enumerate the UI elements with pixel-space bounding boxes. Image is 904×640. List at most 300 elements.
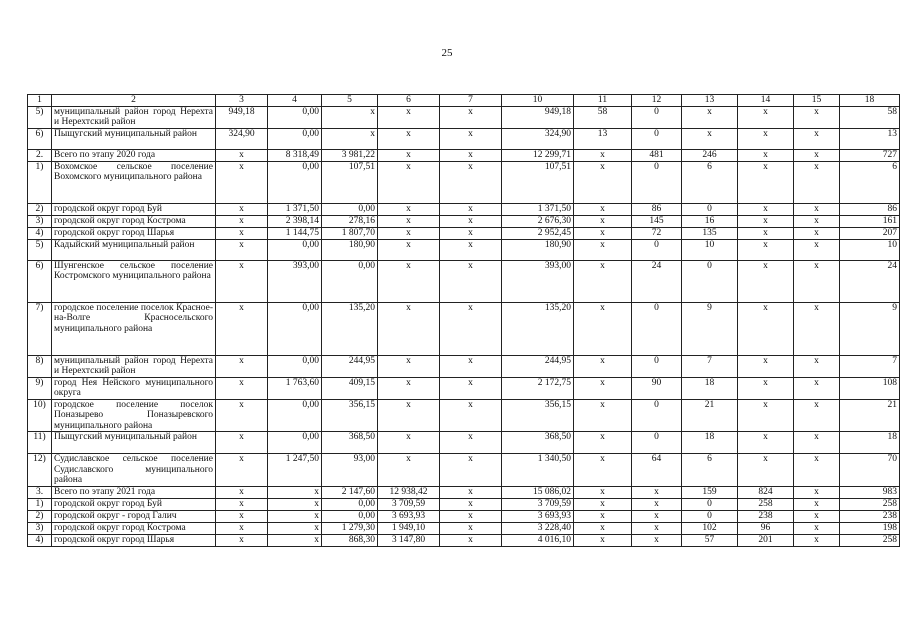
table-cell: x xyxy=(574,302,632,355)
row-number-cell: 3. xyxy=(28,486,52,498)
table-cell: x xyxy=(738,227,794,239)
table-cell: 0 xyxy=(632,302,682,355)
row-name-cell: Судиславское сельское поселение Судиславского муниципального района xyxy=(52,454,216,487)
table-cell: x xyxy=(216,534,268,546)
table-cell: 21 xyxy=(682,399,738,432)
table-cell: x xyxy=(794,377,840,399)
table-cell: 0 xyxy=(632,161,682,203)
row-number-cell: 6) xyxy=(28,128,52,149)
table-cell: 159 xyxy=(682,486,738,498)
table-cell: x xyxy=(574,239,632,260)
table-cell: x xyxy=(574,510,632,522)
table-cell: 1 371,50 xyxy=(268,203,322,215)
table-cell: 6 xyxy=(682,161,738,203)
row-number-cell: 6) xyxy=(28,260,52,302)
table-cell: x xyxy=(794,128,840,149)
table-cell: x xyxy=(574,486,632,498)
table-cell: x xyxy=(574,522,632,534)
table-cell: 198 xyxy=(840,522,900,534)
table-cell: 0,00 xyxy=(268,355,322,377)
row-number-cell: 3) xyxy=(28,522,52,534)
table-cell: x xyxy=(738,239,794,260)
table-cell: x xyxy=(738,215,794,227)
row-number-cell: 1) xyxy=(28,161,52,203)
table-cell: x xyxy=(632,498,682,510)
column-header: 12 xyxy=(632,95,682,107)
table-cell: 72 xyxy=(632,227,682,239)
table-cell: 0 xyxy=(632,399,682,432)
table-cell: x xyxy=(378,239,440,260)
table-cell: x xyxy=(378,454,440,487)
table-cell: x xyxy=(794,522,840,534)
table-cell: 0,00 xyxy=(322,498,378,510)
table-cell: x xyxy=(738,454,794,487)
table-cell: x xyxy=(574,149,632,161)
table-row xyxy=(28,355,900,377)
table-cell: x xyxy=(632,522,682,534)
table-cell: x xyxy=(216,399,268,432)
table-cell: x xyxy=(378,377,440,399)
table-cell: x xyxy=(574,215,632,227)
table-cell: x xyxy=(440,149,502,161)
table-cell: 0 xyxy=(632,239,682,260)
table-cell: x xyxy=(738,161,794,203)
table-cell: x xyxy=(440,486,502,498)
table-cell: x xyxy=(378,227,440,239)
table-cell: 6 xyxy=(840,161,900,203)
table-cell: 108 xyxy=(840,377,900,399)
table-cell: 0 xyxy=(632,128,682,149)
table-cell: x xyxy=(378,203,440,215)
table-row xyxy=(28,149,900,161)
table-cell: 0 xyxy=(682,498,738,510)
table-cell: 824 xyxy=(738,486,794,498)
table-cell: 107,51 xyxy=(322,161,378,203)
table-cell: x xyxy=(378,149,440,161)
row-name-cell: город Нея Нейского муниципального округа xyxy=(52,377,216,399)
table-cell: 727 xyxy=(840,149,900,161)
table-cell: 238 xyxy=(840,510,900,522)
table-row xyxy=(28,106,900,128)
row-number-cell: 11) xyxy=(28,432,52,454)
table-cell: x xyxy=(574,260,632,302)
table-cell: x xyxy=(794,149,840,161)
table-cell: x xyxy=(574,227,632,239)
table-row xyxy=(28,432,900,454)
table-cell: 8 318,49 xyxy=(268,149,322,161)
table-cell: 3 693,93 xyxy=(378,510,440,522)
table-cell: 6 xyxy=(682,454,738,487)
table-row xyxy=(28,498,900,510)
table-cell: x xyxy=(216,522,268,534)
table-cell: x xyxy=(216,432,268,454)
column-header: 14 xyxy=(738,95,794,107)
table-cell: x xyxy=(794,227,840,239)
table-cell: x xyxy=(440,203,502,215)
table-cell: 15 086,02 xyxy=(502,486,574,498)
table-cell: 0,00 xyxy=(268,106,322,128)
row-name-cell: Всего по этапу 2021 года xyxy=(52,486,216,498)
row-number-cell: 5) xyxy=(28,106,52,128)
table-cell: 0,00 xyxy=(322,510,378,522)
table-cell: x xyxy=(440,432,502,454)
table-cell: 3 981,22 xyxy=(322,149,378,161)
table-cell: 0 xyxy=(632,432,682,454)
table-cell: x xyxy=(216,161,268,203)
table-cell: x xyxy=(574,377,632,399)
table-cell: x xyxy=(216,355,268,377)
table-cell: 324,90 xyxy=(216,128,268,149)
table-cell: 1 763,60 xyxy=(268,377,322,399)
table-cell: x xyxy=(440,377,502,399)
table-cell: x xyxy=(216,215,268,227)
table-cell: 1 949,10 xyxy=(378,522,440,534)
table-cell: x xyxy=(794,399,840,432)
table-cell: x xyxy=(574,399,632,432)
table-cell: 393,00 xyxy=(502,260,574,302)
table-cell: 58 xyxy=(840,106,900,128)
column-header: 2 xyxy=(52,95,216,107)
table-cell: 107,51 xyxy=(502,161,574,203)
table-cell: x xyxy=(378,355,440,377)
row-number-cell: 7) xyxy=(28,302,52,355)
table-cell: x xyxy=(268,498,322,510)
row-name-cell: городской округ город Буй xyxy=(52,498,216,510)
page-number: 25 xyxy=(441,47,453,59)
column-header: 18 xyxy=(840,95,900,107)
table-cell: 2 398,14 xyxy=(268,215,322,227)
table-cell: 86 xyxy=(840,203,900,215)
table-cell: 983 xyxy=(840,486,900,498)
table-row xyxy=(28,534,900,546)
row-name-cell: Всего по этапу 2020 года xyxy=(52,149,216,161)
table-cell: 1 279,30 xyxy=(322,522,378,534)
table-row xyxy=(28,454,900,487)
row-name-cell: городское поселение поселок Красное-на-Волге Красносельского муниципального района xyxy=(52,302,216,355)
table-cell: x xyxy=(216,510,268,522)
row-name-cell: Пыщугский муниципальный район xyxy=(52,128,216,149)
table-cell: 13 xyxy=(574,128,632,149)
table-cell: 868,30 xyxy=(322,534,378,546)
row-number-cell: 2. xyxy=(28,149,52,161)
table-cell: 135 xyxy=(682,227,738,239)
row-name-cell: городской округ город Шарья xyxy=(52,227,216,239)
row-name-cell: городской округ - город Галич xyxy=(52,510,216,522)
table-row xyxy=(28,239,900,260)
table-cell: x xyxy=(440,302,502,355)
table-cell: x xyxy=(440,239,502,260)
table-cell: 949,18 xyxy=(216,106,268,128)
table-cell: 70 xyxy=(840,454,900,487)
table-cell: 356,15 xyxy=(322,399,378,432)
table-cell: x xyxy=(738,106,794,128)
row-name-cell: городской округ город Кострома xyxy=(52,215,216,227)
table-cell: x xyxy=(268,522,322,534)
table-cell: 7 xyxy=(682,355,738,377)
table-cell: x xyxy=(682,106,738,128)
table-cell: x xyxy=(574,454,632,487)
table-cell: 949,18 xyxy=(502,106,574,128)
row-number-cell: 4) xyxy=(28,227,52,239)
table-cell: 64 xyxy=(632,454,682,487)
row-name-cell: городской округ город Кострома xyxy=(52,522,216,534)
table-cell: x xyxy=(794,302,840,355)
table-cell: 278,16 xyxy=(322,215,378,227)
table-cell: 58 xyxy=(574,106,632,128)
table-cell: 3 147,80 xyxy=(378,534,440,546)
table-cell: x xyxy=(440,399,502,432)
table-cell: 3 228,40 xyxy=(502,522,574,534)
table-cell: x xyxy=(794,454,840,487)
table-cell: 10 xyxy=(682,239,738,260)
table-cell: x xyxy=(440,498,502,510)
table-cell: x xyxy=(632,534,682,546)
table-cell: x xyxy=(794,161,840,203)
table-cell: 207 xyxy=(840,227,900,239)
row-name-cell: городское поселение поселок Поназырево Поназыревского муниципального района xyxy=(52,399,216,432)
table-cell: x xyxy=(322,106,378,128)
table-cell: x xyxy=(632,510,682,522)
table-cell: x xyxy=(794,355,840,377)
table-cell: x xyxy=(440,227,502,239)
table-cell: x xyxy=(440,106,502,128)
table-cell: 21 xyxy=(840,399,900,432)
table-cell: x xyxy=(794,432,840,454)
table-cell: x xyxy=(738,128,794,149)
row-number-cell: 4) xyxy=(28,534,52,546)
table-cell: x xyxy=(440,454,502,487)
table-cell: x xyxy=(794,106,840,128)
table-cell: 12 938,42 xyxy=(378,486,440,498)
table-cell: 18 xyxy=(682,377,738,399)
table-cell: 0,00 xyxy=(268,302,322,355)
table-row xyxy=(28,161,900,203)
column-header: 7 xyxy=(440,95,502,107)
table-cell: x xyxy=(794,498,840,510)
table-cell: 10 xyxy=(840,239,900,260)
table-cell: 0,00 xyxy=(268,128,322,149)
table-cell: 244,95 xyxy=(322,355,378,377)
column-header: 11 xyxy=(574,95,632,107)
column-header: 4 xyxy=(268,95,322,107)
table-cell: x xyxy=(322,128,378,149)
table-row xyxy=(28,203,900,215)
column-header: 3 xyxy=(216,95,268,107)
table-cell: x xyxy=(440,215,502,227)
row-number-cell: 2) xyxy=(28,510,52,522)
table-cell: x xyxy=(440,510,502,522)
table-cell: x xyxy=(738,432,794,454)
table-cell: 9 xyxy=(682,302,738,355)
column-header: 1 xyxy=(28,95,52,107)
table-cell: x xyxy=(216,377,268,399)
table-cell: 3 693,93 xyxy=(502,510,574,522)
table-row xyxy=(28,215,900,227)
table-cell: x xyxy=(574,355,632,377)
table-cell: x xyxy=(574,432,632,454)
table-cell: x xyxy=(440,534,502,546)
table-cell: 0 xyxy=(682,510,738,522)
table-cell: x xyxy=(440,161,502,203)
table-cell: 161 xyxy=(840,215,900,227)
table-cell: x xyxy=(682,128,738,149)
table-cell: 24 xyxy=(840,260,900,302)
row-number-cell: 1) xyxy=(28,498,52,510)
table-cell: x xyxy=(794,486,840,498)
table-cell: 3 709,59 xyxy=(378,498,440,510)
table-cell: 12 299,71 xyxy=(502,149,574,161)
table-cell: 1 340,50 xyxy=(502,454,574,487)
table-cell: x xyxy=(216,203,268,215)
table-cell: 246 xyxy=(682,149,738,161)
row-number-cell: 2) xyxy=(28,203,52,215)
table-cell: x xyxy=(440,128,502,149)
table-cell: x xyxy=(574,498,632,510)
table-cell: x xyxy=(738,302,794,355)
table-row xyxy=(28,510,900,522)
table-cell: x xyxy=(794,215,840,227)
table-cell: x xyxy=(216,227,268,239)
table-cell: 18 xyxy=(682,432,738,454)
table-cell: x xyxy=(216,149,268,161)
table-cell: 258 xyxy=(840,534,900,546)
table-cell: x xyxy=(378,302,440,355)
header-row xyxy=(28,95,900,107)
table-cell: x xyxy=(268,486,322,498)
table-cell: x xyxy=(216,498,268,510)
column-header: 10 xyxy=(502,95,574,107)
table-cell: x xyxy=(216,486,268,498)
table-cell: x xyxy=(794,534,840,546)
table-cell: x xyxy=(794,239,840,260)
column-header: 13 xyxy=(682,95,738,107)
table-cell: x xyxy=(378,260,440,302)
column-header: 6 xyxy=(378,95,440,107)
table-body xyxy=(28,95,900,547)
table-cell: 258 xyxy=(738,498,794,510)
table-cell: 145 xyxy=(632,215,682,227)
table-cell: 135,20 xyxy=(502,302,574,355)
table-cell: 0 xyxy=(632,355,682,377)
row-name-cell: муниципальный район город Нерехта и Нерехтский район xyxy=(52,106,216,128)
table-cell: 1 807,70 xyxy=(322,227,378,239)
table-cell: 1 247,50 xyxy=(268,454,322,487)
table-cell: 238 xyxy=(738,510,794,522)
row-name-cell: Пыщугский муниципальный район xyxy=(52,432,216,454)
row-name-cell: Шунгенское сельское поселение Костромского муниципального района xyxy=(52,260,216,302)
table-cell: 2 147,60 xyxy=(322,486,378,498)
table-cell: x xyxy=(738,355,794,377)
table-cell: 409,15 xyxy=(322,377,378,399)
table-cell: x xyxy=(738,377,794,399)
row-number-cell: 10) xyxy=(28,399,52,432)
table-cell: x xyxy=(378,399,440,432)
row-name-cell: муниципальный район город Нерехта и Нерехтский район xyxy=(52,355,216,377)
table-cell: 0 xyxy=(632,106,682,128)
table-cell: 24 xyxy=(632,260,682,302)
row-name-cell: Кадыйский муниципальный район xyxy=(52,239,216,260)
table-cell: x xyxy=(216,454,268,487)
table-cell: 0 xyxy=(682,203,738,215)
table-cell: 368,50 xyxy=(502,432,574,454)
table-row xyxy=(28,486,900,498)
table-cell: 393,00 xyxy=(268,260,322,302)
row-number-cell: 9) xyxy=(28,377,52,399)
column-header: 15 xyxy=(794,95,840,107)
table-cell: x xyxy=(378,128,440,149)
table-cell: 0 xyxy=(682,260,738,302)
table-cell: 18 xyxy=(840,432,900,454)
table-cell: x xyxy=(794,510,840,522)
table-cell: x xyxy=(216,239,268,260)
table-cell: 0,00 xyxy=(268,399,322,432)
table-cell: 3 709,59 xyxy=(502,498,574,510)
table-row xyxy=(28,399,900,432)
table-cell: 96 xyxy=(738,522,794,534)
table-cell: 2 172,75 xyxy=(502,377,574,399)
table-cell: 1 371,50 xyxy=(502,203,574,215)
table-cell: x xyxy=(378,106,440,128)
table-cell: x xyxy=(738,260,794,302)
table-row xyxy=(28,302,900,355)
table-cell: 13 xyxy=(840,128,900,149)
table-cell: 324,90 xyxy=(502,128,574,149)
table-cell: x xyxy=(268,534,322,546)
table-cell: 57 xyxy=(682,534,738,546)
data-table xyxy=(27,94,900,547)
table-cell: x xyxy=(216,260,268,302)
table-cell: x xyxy=(378,215,440,227)
table-cell: x xyxy=(268,510,322,522)
table-cell: x xyxy=(632,486,682,498)
table-cell: 90 xyxy=(632,377,682,399)
table-cell: x xyxy=(738,149,794,161)
column-header: 5 xyxy=(322,95,378,107)
row-name-cell: Вохомское сельское поселение Вохомского муниципального района xyxy=(52,161,216,203)
row-number-cell: 12) xyxy=(28,454,52,487)
table-cell: x xyxy=(574,203,632,215)
table-cell: 2 952,45 xyxy=(502,227,574,239)
table-cell: 1 144,75 xyxy=(268,227,322,239)
table-cell: 0,00 xyxy=(268,161,322,203)
table-cell: x xyxy=(378,432,440,454)
table-cell: 180,90 xyxy=(502,239,574,260)
table-cell: 2 676,30 xyxy=(502,215,574,227)
table-cell: x xyxy=(440,522,502,534)
table-row xyxy=(28,227,900,239)
table-cell: 0,00 xyxy=(268,432,322,454)
table-cell: x xyxy=(574,534,632,546)
table-cell: x xyxy=(440,355,502,377)
row-name-cell: городской округ город Буй xyxy=(52,203,216,215)
table-cell: 102 xyxy=(682,522,738,534)
table-cell: 9 xyxy=(840,302,900,355)
table-cell: 356,15 xyxy=(502,399,574,432)
table-cell: 0,00 xyxy=(322,260,378,302)
row-number-cell: 5) xyxy=(28,239,52,260)
table-cell: 16 xyxy=(682,215,738,227)
table-cell: 93,00 xyxy=(322,454,378,487)
table-cell: x xyxy=(794,260,840,302)
table-cell: x xyxy=(574,161,632,203)
table-cell: 86 xyxy=(632,203,682,215)
table-cell: x xyxy=(738,203,794,215)
table-row xyxy=(28,260,900,302)
row-name-cell: городской округ город Шарья xyxy=(52,534,216,546)
table-cell: 244,95 xyxy=(502,355,574,377)
table-row xyxy=(28,128,900,149)
table-cell: 201 xyxy=(738,534,794,546)
